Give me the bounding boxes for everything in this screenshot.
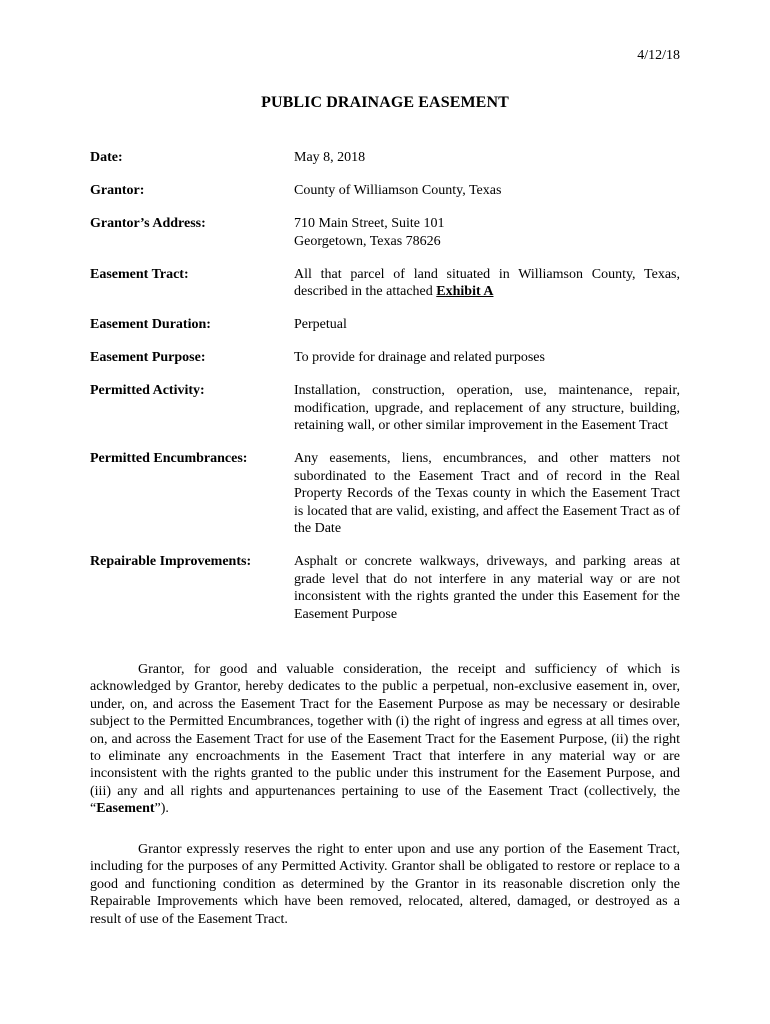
term-label: Grantor’s Address: bbox=[90, 216, 206, 231]
grant-paragraph bbox=[90, 661, 680, 818]
term-easement-tract bbox=[90, 266, 680, 301]
term-label: Easement Purpose: bbox=[90, 350, 206, 365]
document-title: PUBLIC DRAINAGE EASEMENT bbox=[261, 94, 509, 111]
term-value bbox=[294, 266, 680, 301]
address-line-2: Georgetown, Texas 78626 bbox=[294, 233, 441, 249]
term-value: May 8, 2018 bbox=[294, 150, 366, 165]
reservation-paragraph-text: Grantor expressly reserves the right to enter upon and use any portion of the Easement Tract, including for the purposes of any Permitted Activity. Grantor shall be obligated to restore or replace to a good and functioning condition as determined by the Grantor in its reasonable discretion only the Repairable Improvements which have been removed, relocated, altered, damaged, or destroyed as a result of use of the Easement Tract. bbox=[90, 842, 680, 927]
term-value: Asphalt or concrete walkways, driveways, and parking areas at grade level that do not interfere in any material way or are not inconsistent with the rights granted the under this Easement for the Easement Purpose bbox=[294, 554, 680, 622]
term-label: Easement Duration: bbox=[90, 317, 211, 332]
term-value: Perpetual bbox=[294, 317, 347, 332]
easement-terms bbox=[90, 149, 680, 639]
term-date bbox=[90, 149, 680, 167]
term-permitted-encumbrances bbox=[90, 450, 680, 538]
grant-paragraph-text: Grantor, for good and valuable consideration, the receipt and sufficiency of which is acknowledged by Grantor, hereby dedicates to the public a perpetual, non-exclusive easement in, over, under, on, and across the Easement Tract for the Easement Purpose as may be necessary or desirable subject to the Permitted Encumbrances, together with (i) the right of ingress and egress at all times over, on, and across the Easement Tract for use of the Easement Tract for the Easement Purpose, (ii) the right to eliminate any encroachments in the Easement Tract that interfere in any material way or are inconsistent with the rights granted to the public under this instrument for the Easement Purpose, and (iii) any and all rights and appurtenances pertaining to use of the Easement Tract (collectively, the “ bbox=[90, 662, 680, 817]
term-value: Installation, construction, operation, use, maintenance, repair, modification, upgrade, and replacement of any structure, building, retaining wall, or other similar improvement in the Easement Tract bbox=[294, 383, 680, 433]
term-repairable-improvements bbox=[90, 553, 680, 623]
exhibit-a-link[interactable]: Exhibit A bbox=[436, 284, 494, 299]
term-value: County of Williamson County, Texas bbox=[294, 183, 502, 198]
grant-paragraph-end: ”). bbox=[154, 801, 169, 817]
term-label: Grantor: bbox=[90, 183, 145, 198]
term-value: To provide for drainage and related purposes bbox=[294, 350, 545, 365]
address-line-1: 710 Main Street, Suite 101 bbox=[294, 216, 445, 231]
term-label: Repairable Improvements: bbox=[90, 554, 252, 569]
easement-tract-text: All that parcel of land situated in Williamson County, Texas, described in the attached bbox=[294, 266, 680, 299]
term-value bbox=[294, 215, 680, 250]
term-label: Permitted Activity: bbox=[90, 383, 205, 398]
reservation-paragraph bbox=[90, 841, 680, 928]
term-easement-purpose bbox=[90, 349, 680, 367]
term-label: Easement Tract: bbox=[90, 266, 189, 282]
term-grantor bbox=[90, 182, 680, 200]
term-grantor-address bbox=[90, 215, 680, 250]
term-label: Permitted Encumbrances: bbox=[90, 451, 248, 466]
term-value: Any easements, liens, encumbrances, and other matters not subordinated to the Easement Tract and of record in the Real Property Records of the Texas county in which the Easement Tract is located that are valid, existing, and affect the Easement Tract as of the Date bbox=[294, 451, 680, 536]
easement-defined-term: Easement bbox=[96, 801, 155, 817]
term-label: Date: bbox=[90, 150, 123, 165]
term-permitted-activity bbox=[90, 382, 680, 435]
term-easement-duration bbox=[90, 316, 680, 334]
document-date: 4/12/18 bbox=[637, 48, 680, 63]
